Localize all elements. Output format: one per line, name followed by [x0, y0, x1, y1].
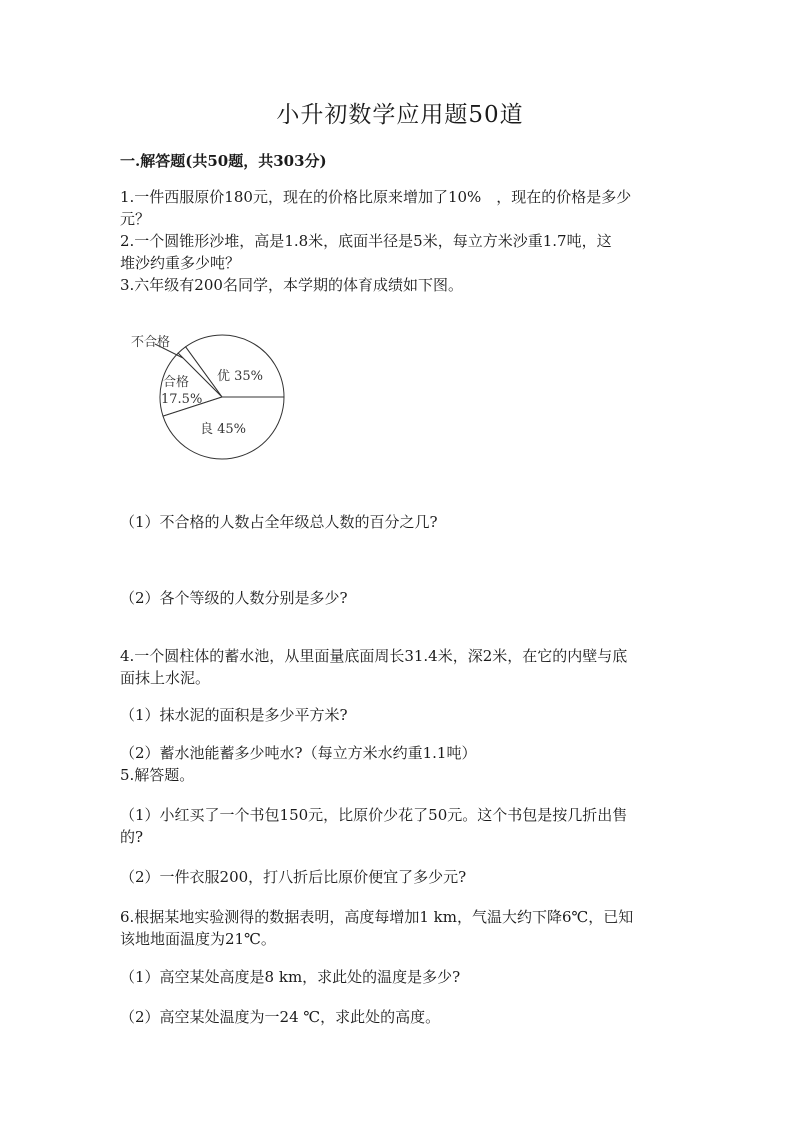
slice-label-you: 优 35% [217, 369, 264, 384]
q5-sub1-line1: （1）小红买了一个书包150元，比原价少花了50元。这个书包是按几折出售 [120, 806, 628, 824]
q1-line1: 1.一件西服原价180元，现在的价格比原来增加了10% ，现在的价格是多少 [120, 188, 632, 206]
pie-chart [125, 322, 300, 472]
slice-label-liang: 良 45% [200, 422, 247, 437]
section-heading: 一.解答题(共50题，共303分) [120, 152, 327, 170]
q2-line1: 2.一个圆锥形沙堆，高是1.8米，底面半径是5米，每立方米沙重1.7吨，这 [120, 232, 612, 250]
q4-sub2: （2）蓄水池能蓄多少吨水?（每立方米水约重1.1吨） [120, 744, 477, 762]
slice-label-hege-name: 合格 [163, 375, 190, 390]
q4-line1: 4.一个圆柱体的蓄水池，从里面量底面周长31.4米，深2米，在它的内壁与底 [120, 647, 628, 665]
q3-sub1: （1）不合格的人数占全年级总人数的百分之几? [120, 513, 438, 531]
q1-line2: 元？ [120, 210, 151, 228]
q3-line1: 3.六年级有200名同学，本学期的体育成绩如下图。 [120, 276, 463, 294]
q4-line2: 面抹上水泥。 [120, 669, 211, 687]
slice-label-hege-value: 17.5% [161, 392, 203, 407]
q6-sub2: （2）高空某处温度为一24 ℃，求此处的高度。 [120, 1008, 441, 1026]
slice-label-buhege: 不合格 [131, 335, 171, 350]
page-title: 小升初数学应用题50道 [276, 102, 524, 128]
q3-sub2: （2）各个等级的人数分别是多少? [120, 589, 348, 607]
q5-line1: 5.解答题。 [120, 766, 195, 784]
q6-sub1: （1）高空某处高度是8 km，求此处的温度是多少? [120, 968, 461, 986]
q6-line1: 6.根据某地实验测得的数据表明，高度每增加1 km，气温大约下降6℃，已知 [120, 908, 634, 926]
q6-line2: 该地地面温度为21℃。 [120, 930, 276, 948]
q5-sub2: （2）一件衣服200，打八折后比原价便宜了多少元? [120, 868, 467, 886]
q2-line2: 堆沙约重多少吨？ [120, 254, 241, 272]
q4-sub1: （1）抹水泥的面积是多少平方米? [120, 706, 348, 724]
q5-sub1-line2: 的? [120, 828, 144, 846]
